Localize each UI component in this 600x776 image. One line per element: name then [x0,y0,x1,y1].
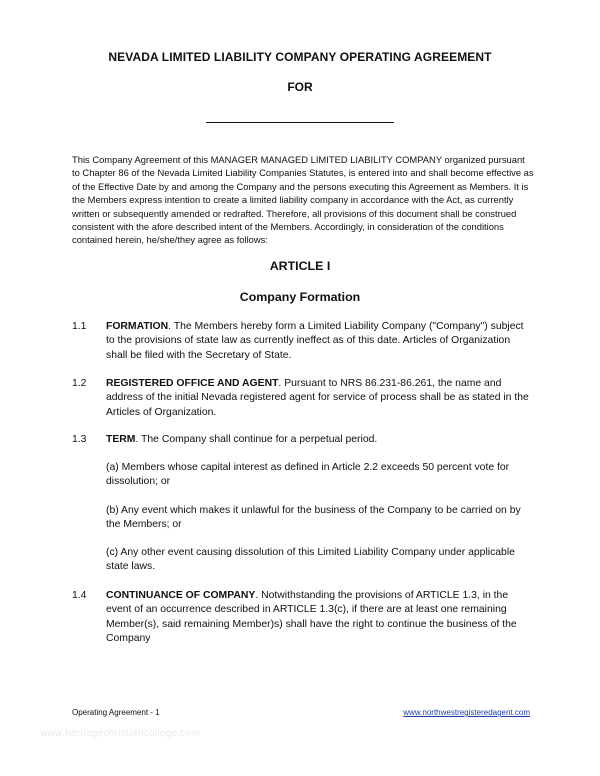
section-term: FORMATION [106,321,169,332]
footer-page-label: Operating Agreement - 1 [72,708,160,717]
company-name-blank-line [206,122,394,123]
section-body [106,589,532,647]
term-subclause-c: (c) Any other event causing dissolution of this Limited Liability Company under applicable state laws. [106,547,515,573]
section-body [106,433,532,447]
footer-website-link[interactable]: www.northwestregisteredagent.com [403,708,530,717]
document-title: NEVADA LIMITED LIABILITY COMPANY OPERATING AGREEMENT [108,50,492,64]
section-text: . The Members hereby form a Limited Liability Company ("Company") subject to the provisions of state law as currently ineffect as of this date. Articles of Organization shall be filed with the Secretary of State. [106,321,524,361]
section-number: 1.2 [72,378,87,389]
term-subclause-b: (b) Any event which makes it unlawful for the business of the Company to be carried on by the Members; or [106,505,521,531]
section-text: . The Company shall continue for a perpetual period. [135,434,378,445]
section-body [106,320,532,363]
section-number: 1.4 [72,590,87,601]
section-term: TERM [106,434,136,445]
section-term: CONTINUANCE OF COMPANY [106,590,256,601]
section-1-1 [72,320,532,363]
watermark-text: www.heritagechristiancollege.com [40,728,201,739]
section-text: . Pursuant to NRS 86.231-86.261, the name and address of the initial Nevada registered agent for service of process shall be as stated in the Articles of Organization. [106,378,529,418]
section-number: 1.1 [72,321,87,332]
article-subheading: Company Formation [239,290,361,304]
section-1-3 [72,433,532,447]
for-label: FOR [287,80,313,94]
section-text: . Notwithstanding the provisions of ARTICLE 1.3, in the event of an occurrence described in ARTICLE 1.3(c), if there are at least one remaining Member(s), said remaining Member)s) shall have the right to continue the business of the Company [106,590,517,645]
section-number: 1.3 [72,434,87,445]
section-1-2 [72,377,532,420]
section-1-4 [72,589,532,647]
section-term: REGISTERED OFFICE AND AGENT [106,378,279,389]
intro-paragraph: This Company Agreement of this MANAGER MANAGED LIMITED LIABILITY COMPANY organized pursuant to Chapter 86 of the Nevada Limited Liability Companies Statutes, is entered into and shall become effective as of the Effective Date by and among the Company and the persons executing this Agreement as Members. It is the Members express intention to create a limited liability company in accordance with the Act, as currently written or subsequently amended or redrafted. Therefore, all provisions of this document shall be construed consistent with the afore described intent of the Members. Accordingly, in consideration of the conditions contained herein, he/she/they agree as follows: [72,154,534,246]
article-heading: ARTICLE I [269,259,331,273]
section-body [106,377,532,420]
term-subclause-a: (a) Members whose capital interest as defined in Article 2.2 exceeds 50 percent vote for dissolution; or [106,462,510,488]
